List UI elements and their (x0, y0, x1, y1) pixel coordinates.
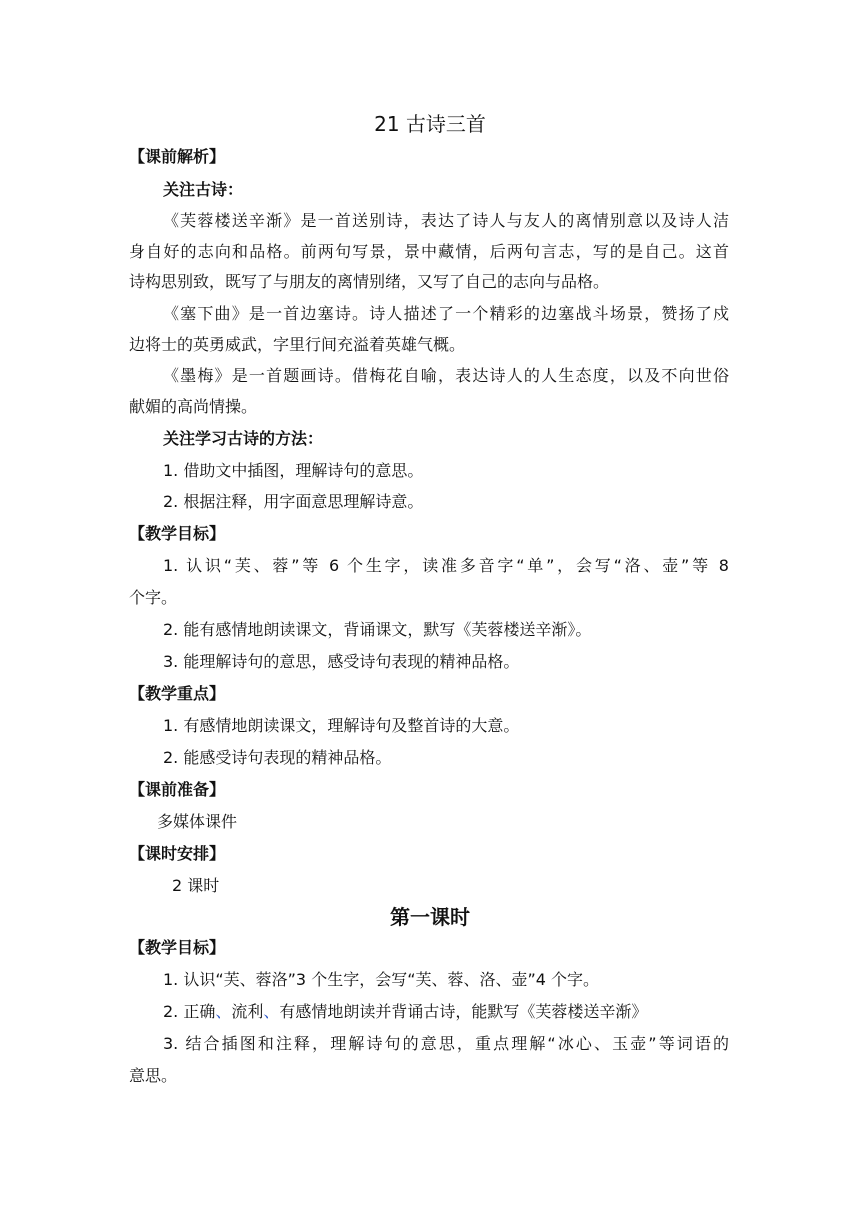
list-item: 2. 能有感情地朗读课文，背诵课文，默写《芙蓉楼送辛渐》。 (163, 620, 592, 639)
list-item (163, 1002, 647, 1022)
list-item: 1. 认识“芙、蓉洛”3 个生字，会写“芙、蓉、洛、壶”4 个字。 (163, 970, 600, 989)
paragraph-line: 《墨梅》是一首题画诗。借梅花自喻，表达诗人的人生态度，以及不向世俗 (163, 366, 729, 385)
list-item: 3. 结合插图和注释，理解诗句的意思，重点理解“冰心、玉壶”等词语的 (163, 1034, 729, 1053)
subheading-focus-method: 关注学习古诗的方法： (163, 429, 324, 448)
section-heading-preparation: 【课前准备】 (129, 780, 226, 799)
paragraph-line: 边将士的英勇威武，字里行间充溢着英雄气概。 (129, 335, 466, 354)
schedule-text: 2 课时 (172, 876, 220, 895)
paragraph-line: 献媚的高尚情操。 (129, 397, 258, 416)
list-item: 3. 能理解诗句的意思，感受诗句表现的精神品格。 (163, 652, 520, 671)
list-item-continuation: 个字。 (129, 588, 178, 607)
separator-mark: 、 (263, 1002, 280, 1021)
text-run: 有感情地朗读并背诵古诗，能默写《芙蓉楼送辛渐》 (279, 1002, 648, 1021)
document-title: 21 古诗三首 (374, 112, 486, 136)
section-heading-pre-analysis: 【课前解析】 (129, 147, 226, 166)
section-heading-lesson-goals: 【教学目标】 (129, 938, 226, 957)
list-item-continuation: 意思。 (129, 1066, 178, 1085)
paragraph-line: 《芙蓉楼送辛渐》是一首送别诗，表达了诗人与友人的离情别意以及诗人洁 (163, 211, 729, 230)
list-item: 2. 能感受诗句表现的精神品格。 (163, 748, 392, 767)
text-run: 2. 正确 (163, 1002, 216, 1021)
subheading-focus-poems: 关注古诗： (163, 180, 244, 199)
paragraph-line: 《塞下曲》是一首边塞诗。诗人描述了一个精彩的边塞战斗场景，赞扬了戍 (163, 304, 729, 323)
paragraph-line: 身自好的志向和品格。前两句写景，景中藏情，后两句言志，写的是自己。这首 (129, 242, 729, 261)
list-item: 1. 认识“芙、蓉”等 6 个生字，读准多音字“单”，会写“洛、壶”等 8 (163, 556, 729, 575)
section-heading-schedule: 【课时安排】 (129, 844, 226, 863)
list-item: 2. 根据注释，用字面意思理解诗意。 (163, 492, 424, 511)
separator-mark: 、 (215, 1002, 232, 1021)
list-item: 1. 有感情地朗读课文，理解诗句及整首诗的大意。 (163, 716, 520, 735)
paragraph-line: 诗构思别致，既写了与朋友的离情别绪，又写了自己的志向与品格。 (129, 272, 610, 291)
section-heading-key-points: 【教学重点】 (129, 684, 226, 703)
text-run: 流利 (231, 1002, 264, 1021)
preparation-text: 多媒体课件 (157, 812, 238, 831)
lesson-one-title: 第一课时 (390, 905, 470, 929)
list-item: 1. 借助文中插图，理解诗句的意思。 (163, 461, 424, 480)
section-heading-teaching-goals: 【教学目标】 (129, 524, 226, 543)
